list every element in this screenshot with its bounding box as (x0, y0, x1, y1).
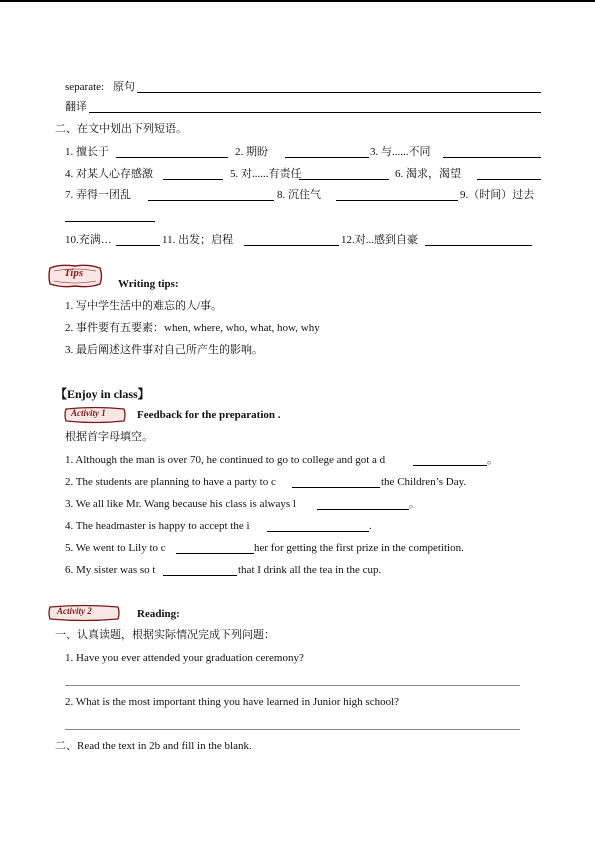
separate-label: separate: (65, 81, 105, 93)
question-text: 2. The students are planning to have a party to c (65, 476, 276, 488)
translate-line (0, 99, 595, 115)
question-text: 5. We went to Lily to c (65, 542, 166, 554)
reading-title-line (0, 606, 595, 622)
translate-label: 翻译 (65, 101, 87, 113)
phrase-label: 4. 对某人心存感激 (65, 168, 153, 180)
reading-title: Reading: (137, 608, 180, 620)
phrase-label: 6. 渴求，渴望 (395, 168, 461, 180)
tips-item-text: 1. 写中学生活中的难忘的人/事。 (65, 300, 223, 312)
enjoy-heading-line (0, 386, 595, 402)
enjoy-heading: 【Enjoy in class】 (55, 387, 150, 401)
phrase-row-3-continue (0, 208, 595, 224)
question-text: 6. My sister was so t (65, 564, 156, 576)
reading-part2: 二、Read the text in 2b and fill in the blank. (55, 740, 252, 752)
answer-blank[interactable] (292, 476, 380, 488)
tips-item (0, 298, 595, 314)
answer-blank[interactable] (317, 498, 409, 510)
question-end: the Children’s Day. (381, 476, 467, 488)
answer-blank[interactable] (267, 520, 369, 532)
reading-q2: 2. What is the most important thing you have learned in Junior high school? (65, 696, 400, 708)
question-text: 3. We all like Mr. Wang because his class is always l (65, 498, 296, 510)
phrase-blank[interactable] (244, 234, 339, 246)
answer-blank[interactable] (163, 564, 237, 576)
instruction-line (0, 429, 595, 445)
tips-item-text: 3. 最后阐述这件事对自己所产生的影响。 (65, 344, 263, 356)
phrase-blank[interactable] (477, 168, 541, 180)
phrase-label: 9.（时间）过去 (460, 189, 535, 201)
question-5 (0, 540, 595, 556)
tips-item (0, 320, 595, 336)
question-text: 1. Although the man is over 70, he continued to go to college and got a d (65, 454, 386, 466)
phrase-blank[interactable] (336, 189, 458, 201)
phrase-row-3 (0, 187, 595, 203)
reading-part2-line (0, 738, 595, 754)
tips-title-line (0, 276, 595, 292)
tips-item (0, 342, 595, 358)
question-end: 。 (487, 454, 498, 466)
phrase-blank[interactable] (116, 234, 160, 246)
translate-blank[interactable] (89, 101, 541, 113)
separate-line (0, 79, 595, 95)
reading-q1-line (0, 650, 595, 666)
phrase-label: 11. 出发；启程 (162, 234, 234, 246)
reading-q2-answer-line[interactable] (65, 729, 520, 730)
phrase-label: 8. 沉住气 (277, 189, 321, 201)
phrase-label: 5. 对......有责任 (230, 168, 302, 180)
phrase-blank[interactable] (65, 210, 155, 222)
activity2-badge-label: Activity 2 (57, 606, 92, 616)
phrase-blank[interactable] (163, 168, 223, 180)
phrase-label: 2. 期盼 (235, 146, 268, 158)
answer-blank[interactable] (176, 542, 254, 554)
original-sentence-blank[interactable] (137, 81, 541, 93)
question-1 (0, 452, 595, 468)
section2-heading-line (0, 121, 595, 137)
question-text: 4. The headmaster is happy to accept the i (65, 520, 250, 532)
question-3 (0, 496, 595, 512)
phrase-label: 10.充满… (65, 234, 112, 246)
section2-heading: 二、在文中划出下列短语。 (55, 123, 187, 135)
instruction-text: 根据首字母填空。 (65, 431, 153, 443)
activity1-title-line (0, 407, 595, 423)
tips-title: Writing tips: (118, 278, 179, 290)
phrase-label: 1. 擅长于 (65, 146, 109, 158)
page-top-rule (0, 0, 595, 2)
phrase-blank[interactable] (443, 146, 541, 158)
original-label: 原句 (113, 81, 135, 93)
question-end: 。 (409, 498, 420, 510)
question-6 (0, 562, 595, 578)
activity1-title: Feedback for the preparation . (137, 409, 281, 421)
phrase-label: 12.对...感到自豪 (341, 234, 418, 246)
reading-q1: 1. Have you ever attended your graduation ceremony? (65, 652, 304, 664)
answer-blank[interactable] (413, 454, 487, 466)
phrase-label: 7. 弄得一团乱 (65, 189, 131, 201)
phrase-row-1 (0, 144, 595, 160)
question-4 (0, 518, 595, 534)
question-2 (0, 474, 595, 490)
phrase-row-2 (0, 166, 595, 182)
phrase-blank[interactable] (425, 234, 532, 246)
phrase-blank[interactable] (299, 168, 389, 180)
tips-item-text: 2. 事件要有五要素：when, where, who, what, how, why (65, 322, 320, 334)
reading-q2-line (0, 694, 595, 710)
phrase-blank[interactable] (148, 189, 274, 201)
phrase-label: 3. 与......不同 (370, 146, 431, 158)
question-end: that I drink all the tea in the cup. (238, 564, 382, 576)
phrase-row-4 (0, 232, 595, 248)
phrase-blank[interactable] (285, 146, 369, 158)
reading-q1-answer-line[interactable] (65, 685, 520, 686)
reading-part1: 一、认真读题，根据实际情况完成下列问题： (55, 629, 275, 641)
question-end: . (369, 520, 372, 532)
reading-part1-line (0, 627, 595, 643)
question-end: her for getting the first prize in the competition. (254, 542, 464, 554)
tips-badge-label: Tips (64, 267, 84, 279)
activity1-badge-label: Activity 1 (71, 408, 106, 418)
phrase-blank[interactable] (116, 146, 228, 158)
